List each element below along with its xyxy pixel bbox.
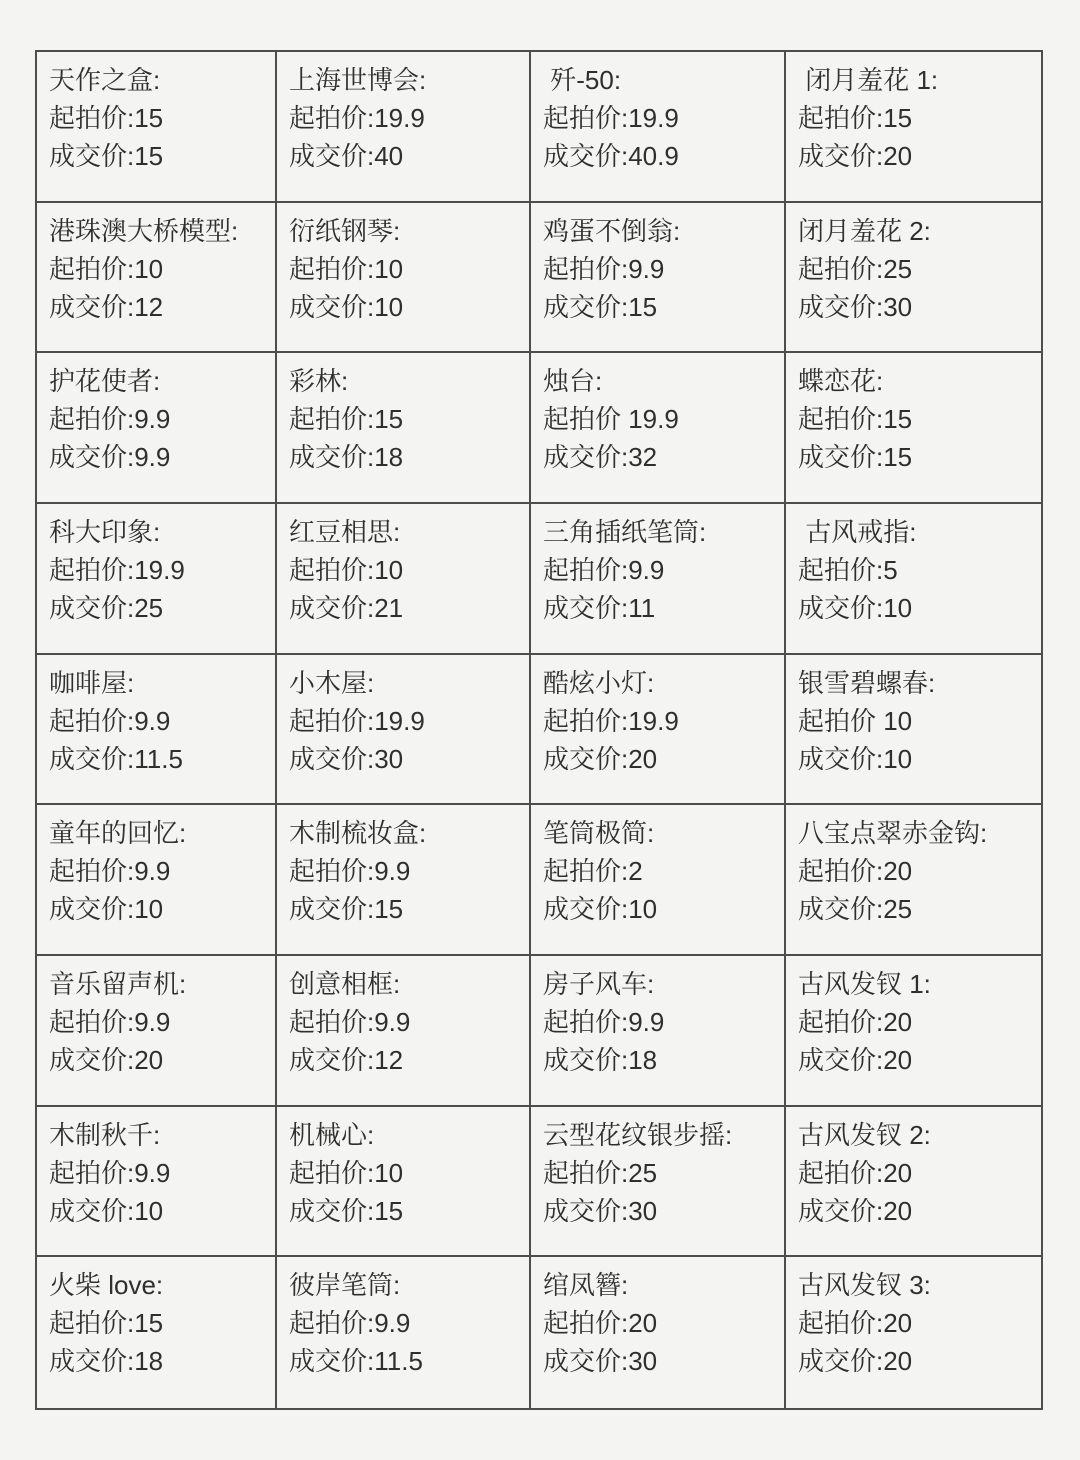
item-cell (277, 203, 531, 354)
item-start-price: 起拍价:19.9 (543, 705, 679, 736)
item-deal-price: 成交价:20 (798, 1195, 913, 1226)
item-cell (531, 52, 786, 203)
item-start-price: 起拍价:9.9 (49, 404, 171, 435)
item-cell (277, 353, 531, 504)
item-deal-price: 成交价:12 (49, 291, 164, 322)
item-deal-price: 成交价:30 (543, 1195, 658, 1226)
item-start-price: 起拍价:20 (798, 856, 913, 887)
item-cell (786, 353, 1041, 504)
item-cell (37, 655, 277, 806)
item-cell (531, 504, 786, 655)
item-name: 三角插纸笔筒: (543, 517, 707, 547)
item-cell (37, 203, 277, 354)
item-cell (531, 1107, 786, 1258)
item-deal-price: 成交价:20 (798, 1045, 913, 1075)
item-cell (277, 805, 531, 956)
item-deal-price: 成交价:10 (798, 743, 913, 774)
item-deal-price: 成交价:21 (289, 593, 404, 623)
item-deal-price: 成交价:18 (289, 442, 404, 473)
item-name: 彼岸笔筒: (289, 1270, 401, 1301)
item-start-price: 起拍价:9.9 (543, 1007, 665, 1037)
item-deal-price: 成交价:11.5 (49, 743, 183, 774)
item-name: 彩林: (289, 366, 349, 397)
item-name: 古风发钗 2: (798, 1119, 931, 1150)
item-start-price: 起拍价:15 (49, 1308, 164, 1339)
item-cell (531, 203, 786, 354)
item-deal-price: 成交价:15 (543, 291, 658, 322)
item-name: 酷炫小灯: (543, 667, 655, 698)
item-cell (37, 1257, 277, 1408)
item-start-price: 起拍价:10 (289, 1157, 404, 1188)
item-name: 古风戒指: (798, 517, 917, 547)
item-deal-price: 成交价:20 (798, 141, 913, 171)
item-start-price: 起拍价:10 (289, 555, 404, 585)
item-deal-price: 成交价:40.9 (543, 141, 679, 171)
item-name: 木制梳妆盒: (289, 818, 427, 849)
item-start-price: 起拍价:9.9 (543, 253, 665, 284)
item-name: 创意相框: (289, 969, 401, 999)
item-cell (531, 655, 786, 806)
item-cell (531, 956, 786, 1107)
item-name: 衍纸钢琴: (289, 215, 401, 246)
item-name: 科大印象: (49, 517, 161, 547)
item-deal-price: 成交价:30 (798, 291, 913, 322)
item-name: 闭月羞花 1: (798, 65, 939, 95)
item-cell (37, 956, 277, 1107)
item-deal-price: 成交价:12 (289, 1045, 404, 1075)
item-deal-price: 成交价:10 (798, 593, 913, 623)
item-deal-price: 成交价:15 (289, 1195, 404, 1226)
item-deal-price: 成交价:20 (798, 1346, 913, 1377)
item-name: 闭月羞花 2: (798, 215, 931, 246)
item-name: 红豆相思: (289, 517, 401, 547)
item-deal-price: 成交价:15 (798, 442, 913, 473)
item-deal-price: 成交价:11.5 (289, 1346, 423, 1377)
item-start-price: 起拍价:10 (49, 253, 164, 284)
item-start-price: 起拍价:9.9 (289, 856, 411, 887)
item-name: 银雪碧螺春: (798, 667, 936, 698)
item-start-price: 起拍价:2 (543, 856, 643, 887)
item-name: 天作之盒: (49, 65, 161, 95)
item-start-price: 起拍价:15 (798, 103, 913, 133)
item-name: 歼-50: (543, 65, 622, 95)
item-start-price: 起拍价:9.9 (289, 1007, 411, 1037)
item-name: 童年的回忆: (49, 818, 187, 849)
item-name: 云型花纹银步摇: (543, 1119, 733, 1150)
item-deal-price: 成交价:10 (543, 894, 658, 925)
item-name: 鸡蛋不倒翁: (543, 215, 681, 246)
item-name: 绾凤簪: (543, 1270, 629, 1301)
item-start-price: 起拍价:19.9 (543, 103, 679, 133)
item-cell (786, 956, 1041, 1107)
item-name: 蝶恋花: (798, 366, 884, 397)
item-start-price: 起拍价:9.9 (289, 1308, 411, 1339)
item-deal-price: 成交价:11 (543, 593, 656, 623)
item-start-price: 起拍价:9.9 (49, 856, 171, 887)
item-cell (531, 805, 786, 956)
item-start-price: 起拍价:10 (289, 253, 404, 284)
item-start-price: 起拍价:20 (798, 1308, 913, 1339)
item-deal-price: 成交价:10 (289, 291, 404, 322)
item-start-price: 起拍价:9.9 (49, 1157, 171, 1188)
item-name: 八宝点翠赤金钩: (798, 818, 988, 849)
item-cell (786, 52, 1041, 203)
item-deal-price: 成交价:20 (49, 1045, 164, 1075)
item-start-price: 起拍价:19.9 (289, 705, 425, 736)
item-deal-price: 成交价:10 (49, 1195, 164, 1226)
auction-price-table (35, 50, 1043, 1410)
item-name: 机械心: (289, 1119, 375, 1150)
item-deal-price: 成交价:25 (798, 894, 913, 925)
item-start-price: 起拍价:25 (543, 1157, 658, 1188)
item-start-price: 起拍价:19.9 (49, 555, 185, 585)
item-start-price: 起拍价:15 (289, 404, 404, 435)
item-deal-price: 成交价:18 (49, 1346, 164, 1377)
item-deal-price: 成交价:25 (49, 593, 164, 623)
item-cell (37, 1107, 277, 1258)
item-start-price: 起拍价:5 (798, 555, 898, 585)
item-cell (277, 1107, 531, 1258)
item-start-price: 起拍价 19.9 (543, 404, 679, 435)
item-cell (531, 353, 786, 504)
item-deal-price: 成交价:15 (49, 141, 164, 171)
item-start-price: 起拍价:15 (798, 404, 913, 435)
item-cell (37, 805, 277, 956)
item-name: 咖啡屋: (49, 667, 135, 698)
item-start-price: 起拍价 10 (798, 705, 913, 736)
item-start-price: 起拍价:20 (543, 1308, 658, 1339)
item-cell (37, 353, 277, 504)
item-name: 火柴 love: (49, 1270, 164, 1301)
item-cell (786, 805, 1041, 956)
item-cell (786, 203, 1041, 354)
item-deal-price: 成交价:9.9 (49, 442, 171, 473)
item-cell (277, 504, 531, 655)
item-start-price: 起拍价:9.9 (543, 555, 665, 585)
item-cell (786, 655, 1041, 806)
item-name: 港珠澳大桥模型: (49, 215, 239, 246)
item-deal-price: 成交价:18 (543, 1045, 658, 1075)
item-deal-price: 成交价:20 (543, 743, 658, 774)
item-cell (277, 956, 531, 1107)
item-deal-price: 成交价:32 (543, 442, 658, 473)
item-name: 护花使者: (49, 366, 161, 397)
item-name: 古风发钗 3: (798, 1270, 931, 1301)
item-cell (37, 504, 277, 655)
item-cell (786, 1257, 1041, 1408)
item-cell (786, 504, 1041, 655)
item-name: 小木屋: (289, 667, 375, 698)
item-cell (277, 52, 531, 203)
item-cell (37, 52, 277, 203)
item-name: 古风发钗 1: (798, 969, 931, 999)
item-deal-price: 成交价:40 (289, 141, 404, 171)
item-deal-price: 成交价:15 (289, 894, 404, 925)
item-name: 房子风车: (543, 969, 655, 999)
item-name: 上海世博会: (289, 65, 427, 95)
item-name: 烛台: (543, 366, 603, 397)
item-start-price: 起拍价:25 (798, 253, 913, 284)
item-name: 笔筒极简: (543, 818, 655, 849)
item-start-price: 起拍价:19.9 (289, 103, 425, 133)
item-deal-price: 成交价:30 (543, 1346, 658, 1377)
item-name: 音乐留声机: (49, 969, 187, 999)
item-cell (531, 1257, 786, 1408)
item-start-price: 起拍价:15 (49, 103, 164, 133)
item-deal-price: 成交价:30 (289, 743, 404, 774)
item-name: 木制秋千: (49, 1119, 161, 1150)
item-start-price: 起拍价:9.9 (49, 705, 171, 736)
item-start-price: 起拍价:9.9 (49, 1007, 171, 1037)
item-deal-price: 成交价:10 (49, 894, 164, 925)
item-start-price: 起拍价:20 (798, 1007, 913, 1037)
item-cell (277, 655, 531, 806)
item-cell (277, 1257, 531, 1408)
item-cell (786, 1107, 1041, 1258)
item-start-price: 起拍价:20 (798, 1157, 913, 1188)
